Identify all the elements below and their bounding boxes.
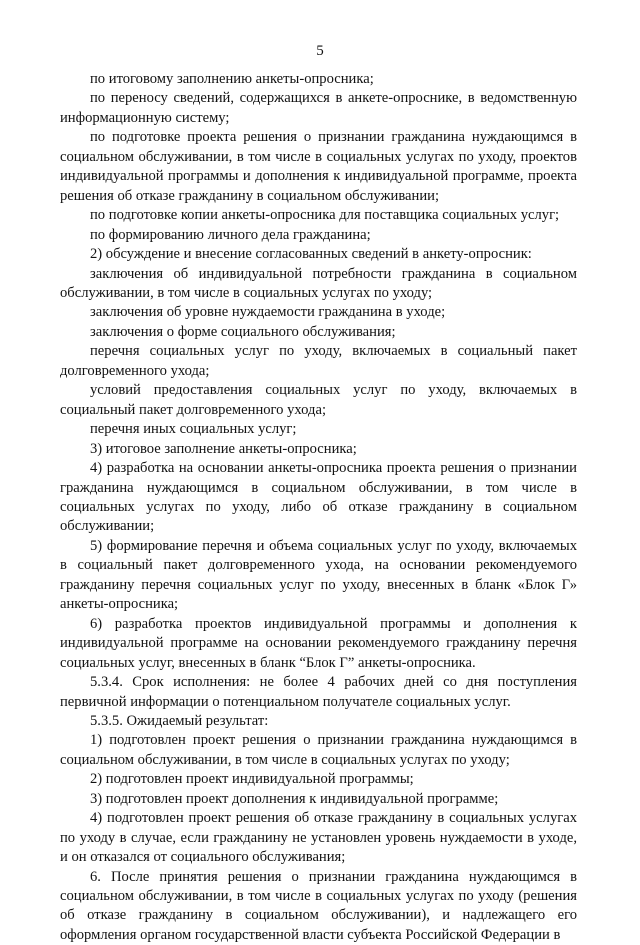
paragraph-19: 1) подготовлен проект решения о признании гражданина нуждающимся в социальном обслуживании, в том числе в социальных услугах по уходу; [60, 732, 577, 768]
paragraph-3: по подготовке проекта решения о признании гражданина нуждающимся в социальном обслуживании, в том числе в социальных услугах по уходу, проектов индивидуальной программы и дополнения к индивидуальной программе, проекта решения об отказе гражданину в социальном обслуживании; [60, 129, 577, 204]
paragraph-13: 3) итоговое заполнение анкеты-опросника; [90, 440, 357, 457]
paragraph-2: по переносу сведений, содержащихся в анкете-опроснике, в ведомственную информационную систему; [60, 90, 577, 126]
paragraph-15: 5) формирование перечня и объема социальных услуг по уходу, включаемых в социальный пакет долговременного ухода, на основании рекомендуемого гражданину перечня социальных услуг по уходу, внесенных в бланк «Блок Г» анкеты-опросника; [60, 537, 577, 613]
paragraph-7: заключения об индивидуальной потребности гражданина в социальном обслуживании, в том числе в социальных услугах по уходу; [60, 265, 577, 301]
paragraph-12: перечня иных социальных услуг; [90, 421, 297, 438]
paragraph-1: по итоговому заполнению анкеты-опросника; [90, 71, 374, 87]
paragraph-22: 4) подготовлен проект решения об отказе гражданину в социальных услугах по уходу в случае, если гражданину не установлен уровень нуждаемости в уходе, и он отказался от социального обслуживания; [60, 810, 577, 866]
page-number: 5 [316, 43, 324, 59]
paragraph-23: 6. После принятия решения о признании гражданина нуждающимся в социальном обслуживании, в том числе в социальных услугах по уходу (решения об отказе гражданину в социальном обслуживании), и надлежащего его оформления органом государственной власти субъекта Российской Федерации в [60, 868, 577, 943]
paragraph-16: 6) разработка проектов индивидуальной программы и дополнения к индивидуальной программе на основании рекомендуемого гражданину перечня социальных услуг, внесенных в бланк “Блок Г” анкеты-опросника. [60, 615, 577, 671]
paragraph-18: 5.3.5. Ожидаемый результат: [90, 712, 269, 729]
paragraph-11: условий предоставления социальных услуг по уходу, включаемых в социальный пакет долговременного ухода; [60, 382, 577, 418]
paragraph-21: 3) подготовлен проект дополнения к индивидуальной программе; [90, 790, 499, 807]
paragraph-14: 4) разработка на основании анкеты-опросника проекта решения о признании гражданина нуждающимся в социальном обслуживании, в том числе в социальных услугах по уходу, либо об отказе гражданину в социальном обслуживании; [60, 460, 577, 535]
paragraph-4: по подготовке копии анкеты-опросника для поставщика социальных услуг; [90, 207, 560, 224]
paragraph-17: 5.3.4. Срок исполнения: не более 4 рабочих дней со дня поступления первичной информации о потенциальном получателе социальных услуг. [60, 674, 577, 710]
paragraph-6: 2) обсуждение и внесение согласованных сведений в анкету-опросник: [90, 246, 532, 263]
paragraph-10: перечня социальных услуг по уходу, включаемых в социальный пакет долговременного ухода; [60, 343, 577, 379]
document-body [60, 70, 577, 945]
paragraph-20: 2) подготовлен проект индивидуальной программы; [90, 771, 414, 788]
paragraph-5: по формированию личного дела гражданина; [90, 226, 371, 243]
paragraph-8: заключения об уровне нуждаемости гражданина в уходе; [90, 304, 446, 321]
paragraph-9: заключения о форме социального обслуживания; [90, 323, 396, 340]
